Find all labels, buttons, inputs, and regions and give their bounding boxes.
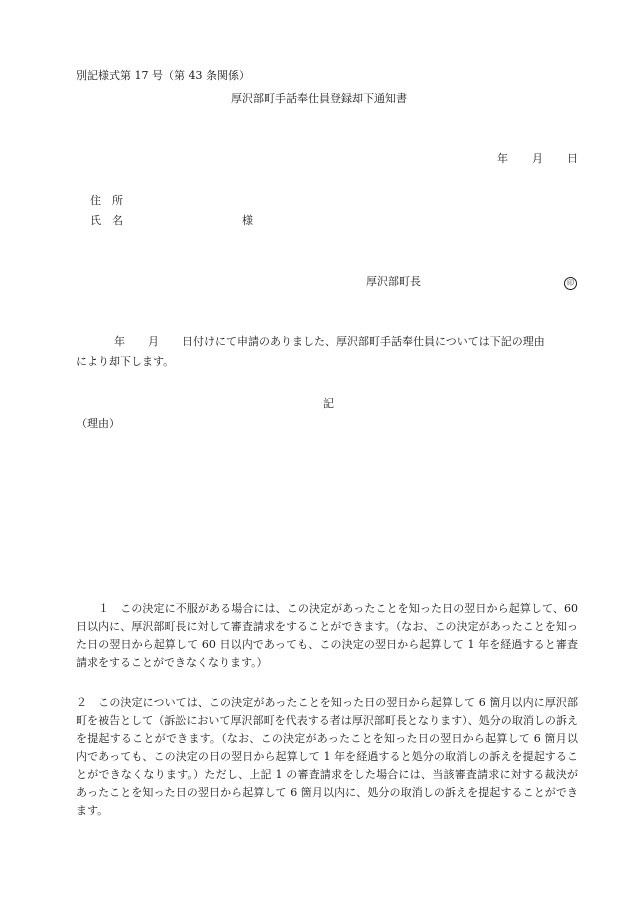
note-1-text: この決定に不服がある場合には、この決定があったことを知った日の翌日から起算して、60 日以内に、厚沢部町長に対して審査請求をすることができます。（なお、この決定があったことを知った日の翌日から起算して 60 日以内であっても、この決定の翌日から起算して 1 年を経過すると審査請求をすることができなくなります。） — [76, 602, 579, 669]
form-number: 別記様式第 17 号（第 43 条関係） — [76, 69, 250, 82]
document-title: 厚沢部町手話奉仕員登録却下通知書 — [231, 92, 407, 105]
address-label: 住 所 — [90, 194, 123, 207]
body-year: 年 — [114, 335, 125, 348]
date-month: 月 — [532, 152, 543, 165]
date-year: 年 — [497, 152, 508, 165]
note-1-number: １ — [98, 602, 110, 615]
note-2-number: ２ — [76, 696, 88, 709]
body-month: 月 — [148, 335, 159, 348]
body-text-line1: 日付けにて申請のありました、厚沢部町手話奉仕員については下記の理由 — [182, 335, 545, 348]
ki-heading: 記 — [323, 397, 334, 410]
note-1 — [76, 600, 578, 672]
note-2-text: この決定については、この決定があったことを知った日の翌日から起算して 6 箇月以内に厚沢部町を被告として（訴訟において厚沢部町を代表する者は厚沢部町長となります）、処分の取消しの訴えを提起することができます。（なお、この決定があったことを知った日の翌日から起算して 6 箇月以内であっても、この決定の日の翌日から起算して 1 年を経過すると処分の取消しの訴えを提起することができなくなります。）ただし、上記 1 の審査請求をした場合には、当該審査請求に対する裁決があったことを知った日の翌日から起算して 6 箇月以内に、処分の取消しの訴えを提起することができます。 — [76, 696, 579, 817]
note-2 — [76, 694, 578, 820]
reason-label: （理由） — [76, 417, 120, 430]
seal-icon: 印 — [564, 277, 577, 290]
body-text-line2: により却下します。 — [76, 355, 175, 368]
honorific: 様 — [242, 214, 253, 227]
name-label: 氏 名 — [90, 214, 123, 227]
issuer-title: 厚沢部町長 — [366, 275, 421, 288]
date-day: 日 — [567, 152, 578, 165]
